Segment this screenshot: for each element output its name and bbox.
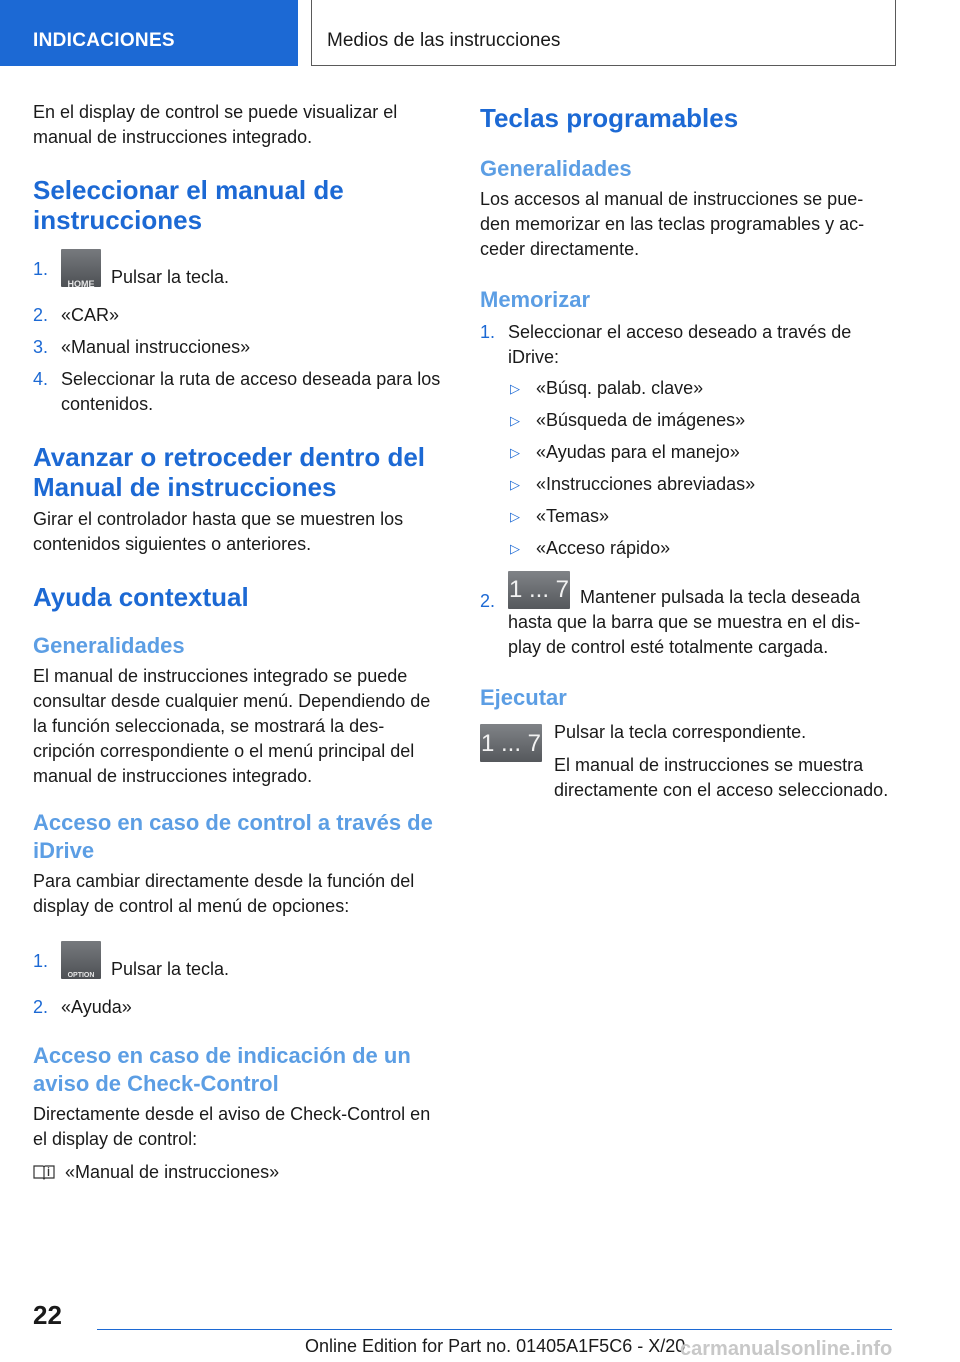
triangle-bullet-icon: ▷ (510, 381, 520, 396)
programmable-general-heading: Generalidades (480, 156, 632, 181)
step-number: 1. (33, 951, 49, 971)
step-number: 4. (33, 369, 49, 389)
select-manual-steps (33, 249, 445, 417)
check-control-item-text: «Manual de instrucciones» (65, 1162, 280, 1182)
step-text: Seleccionar el acceso deseado a través de iDrive: (508, 322, 852, 367)
footer-edition: Online Edition for Part no. 01405A1F5C6 - X/20 (305, 1336, 686, 1356)
select-step-1 (33, 249, 445, 297)
context-general-text: El manual de instrucciones integrado se puede consultar desde cualquier menú. Dependiendo de la función seleccionada, se mostrará la des‐cripción correspondiente o el menú principal del manual de instrucciones integrado. (33, 666, 431, 786)
step-text: Pulsar la tecla. (111, 959, 230, 979)
execute-text-1: Pulsar la tecla correspondiente. (554, 722, 807, 742)
home-key-icon: HOME (61, 249, 101, 287)
select-step-2 (33, 303, 445, 328)
step-text: Pulsar la tecla. (111, 267, 230, 287)
programmable-key-icon: 1 ... 7 (508, 571, 570, 609)
programmable-general-text: Los accesos al manual de instrucciones se pue‐den memorizar en las teclas programables y ac‐ceder directamente. (480, 189, 865, 259)
memorize-option: ▷ «Ayudas para el manejo» (508, 440, 890, 465)
triangle-bullet-icon: ▷ (510, 541, 520, 556)
memorize-step-1 (480, 320, 890, 561)
step-number: 2. (33, 305, 49, 325)
step-text: «Manual instrucciones» (61, 337, 251, 357)
programmable-key-icon: 1 ... 7 (480, 724, 542, 762)
execute-text-2: El manual de instrucciones se muestra directamente con el acceso seleccionado. (554, 755, 889, 800)
context-general-heading: Generalidades (33, 633, 185, 658)
triangle-bullet-icon: ▷ (510, 477, 520, 492)
left-column (33, 100, 445, 1185)
triangle-bullet-icon: ▷ (510, 509, 520, 524)
step-number: 3. (33, 337, 49, 357)
step-text: Seleccionar la ruta de acceso deseada para los contenidos. (61, 369, 441, 414)
page-number: 22 (33, 1300, 62, 1330)
triangle-bullet-icon: ▷ (510, 445, 520, 460)
footer-rule (97, 1329, 892, 1330)
memorize-option: ▷ «Temas» (508, 504, 890, 529)
context-help-heading: Ayuda contextual (33, 582, 249, 612)
idrive-steps (33, 941, 445, 1020)
memorize-step-2 (480, 571, 890, 660)
check-control-item (33, 1160, 445, 1185)
idrive-step-1 (33, 941, 445, 989)
memorize-heading: Memorizar (480, 287, 591, 312)
check-control-heading: Acceso en caso de indicación de un aviso de Check-Control (33, 1043, 411, 1096)
memorize-options-list (508, 376, 890, 561)
programmable-keys-heading: Teclas programables (480, 103, 739, 133)
navigate-heading: Avanzar o retroceder dentro del Manual de instrucciones (33, 442, 426, 502)
header-section-label: INDICACIONES (33, 30, 175, 51)
step-number: 2. (33, 997, 49, 1017)
option-key-icon: OPTION (61, 941, 101, 979)
memorize-option: ▷ «Acceso rápido» (508, 536, 890, 561)
step-text: «Ayuda» (61, 997, 132, 1017)
step-number: 2. (480, 591, 496, 611)
step-number: 1. (33, 259, 49, 279)
memorize-option: ▷ «Búsq. palab. clave» (508, 376, 890, 401)
navigate-text: Girar el controlador hasta que se muestren los contenidos siguientes o anteriores. (33, 509, 404, 554)
memorize-option: ▷ «Búsqueda de imágenes» (508, 408, 890, 433)
check-control-text: Directamente desde el aviso de Check-Control en el display de control: (33, 1104, 431, 1149)
step-text: Mantener pulsada la tecla deseada hasta que la barra que se muestra en el dis‐play de control esté totalmente cargada. (508, 587, 861, 657)
execute-heading: Ejecutar (480, 685, 567, 710)
manual-book-icon (33, 1164, 55, 1180)
intro-text: En el display de control se puede visualizar el manual de instrucciones integrado. (33, 102, 398, 147)
memorize-steps (480, 320, 890, 660)
select-manual-heading: Seleccionar el manual de instrucciones (33, 175, 344, 235)
select-step-4 (33, 367, 445, 417)
triangle-bullet-icon: ▷ (510, 413, 520, 428)
execute-block (480, 720, 890, 803)
header-chapter-label: Medios de las instrucciones (327, 30, 561, 51)
idrive-access-heading: Acceso en caso de control a través de iDrive (33, 810, 433, 863)
header-chapter-box (311, 0, 896, 66)
select-step-3 (33, 335, 445, 360)
right-column (480, 100, 890, 803)
memorize-option: ▷ «Instrucciones abreviadas» (508, 472, 890, 497)
header-section-tab (0, 0, 298, 66)
step-number: 1. (480, 322, 496, 342)
idrive-step-2 (33, 995, 445, 1020)
step-text: «CAR» (61, 305, 120, 325)
watermark: carmanualsonline.info (680, 1338, 893, 1360)
idrive-access-text: Para cambiar directamente desde la función del display de control al menú de opciones: (33, 871, 415, 916)
